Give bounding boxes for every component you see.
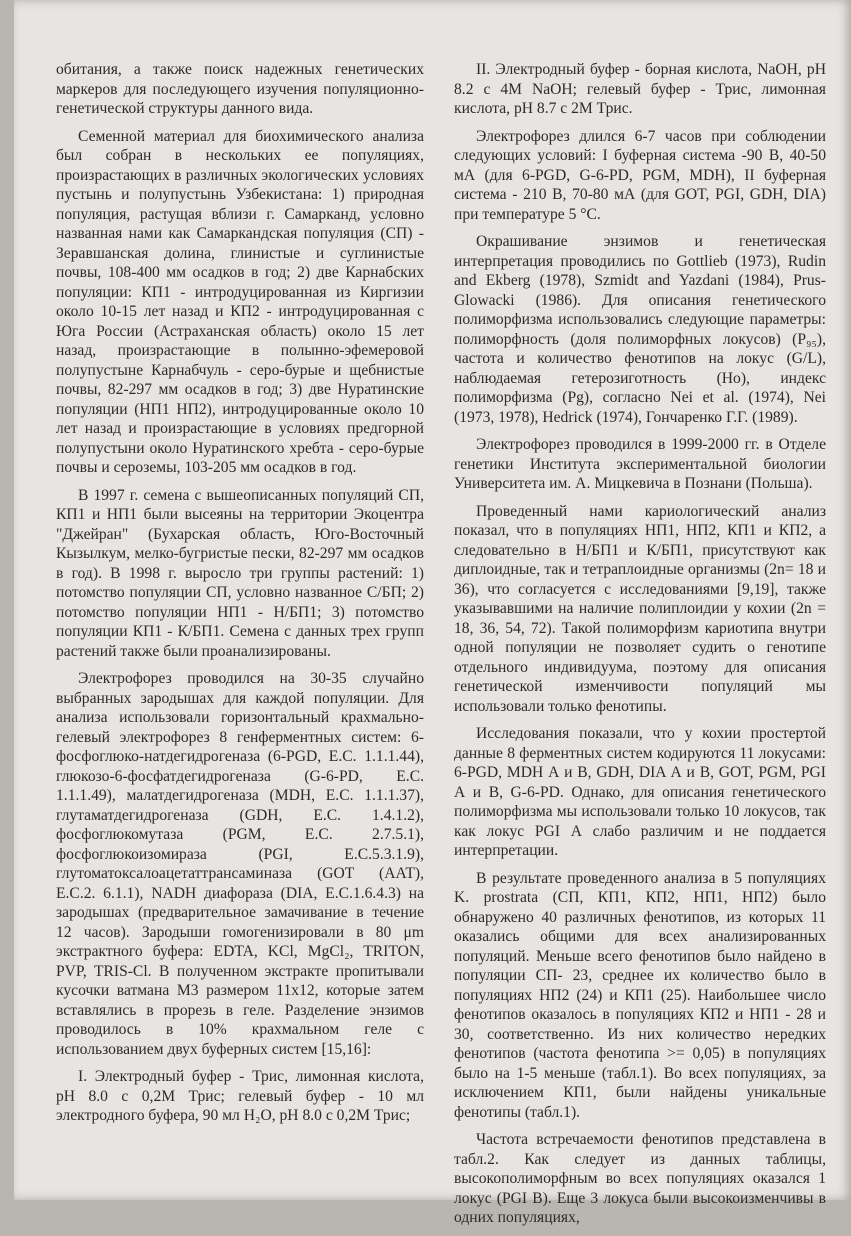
paragraph: Семенной материал для биохимического анализа был собран в нескольких ее популяциях, произрастающих в различных экологических условиях пустынь и полупустынь Узбекистана: 1) природная популяция, растущая вблизи г. Самарканд, условно названная нами как Самаркандская популяция (СП) - Зеравшанская долина, глинистые и суглинистые почвы, 108-400 мм осадков в год; 2) две Карнабских популяции: КП1 - интродуцированная из Киргизии около 10-15 лет назад и КП2 - интродуцированная с Юга России (Астраханская область) около 15 лет назад, произрастающие в полынно-эфемеровой полупустыне Карнабчуль - серо-бурые и щебнистые почвы, 82-297 мм осадков в год; 3) две Нуратинские популяции (НП1 НП2), интродуцированные около 10 лет назад и произрастающие в условиях предгорной полупустыни около Нуратинского хребта - серо-бурые почвы и сероземы, 103-205 мм осадков в год. (56, 127, 424, 476)
paragraph: В результате проведенного анализа в 5 популяциях K. prostrata (СП, КП1, КП2, НП1, НП2) было обнаружено 40 различных фенотипов, из которых 11 оказались общими для всех анализированных популяций. Меньше всего фенотипов было найдено в популяции СП- 23, среднее их количество было в популяциях НП2 (24) и КП1 (25). Наибольшее число фенотипов оказалось в популяциях КП2 и НП1 - 28 и 30, соответственно. Из них количество нередких фенотипов (частота фенотипа >= 0,05) в популяциях было на 1-5 меньше (табл.1). Во всех популяциях, за исключением КП1, были найдены уникальные фенотипы (табл.1). (454, 869, 826, 1121)
paragraph: Исследования показали, что у кохии простертой данные 8 ферментных систем кодируются 11 локусами: 6-PGD, MDH А и В, GDH, DIA А и В, GOT, PGM, PGI А и В, G-6-PD. Однако, для описания генетического полиморфизма мы использовали только 10 локусов, так как локус PGI А слабо различим и не поддается интерпретации. (454, 725, 826, 859)
paragraph: Проведенный нами кариологический анализ показал, что в популяциях НП1, НП2, КП1 и КП2, а следовательно в Н/БП1 и К/БП1, присутствуют как диплоидные, так и тетраплоидные организмы (2n= 18 и 36), что согласуется с исследованиями [9,19], также указывавшими на наличие полиплоидии у кохии (2n = 18, 36, 54, 72). Такой полиморфизм кариотипа внутри одной популяции не позволяет судить о генотипе отдельного индивидуума, поэтому для описания генетической изменчивости популяций мы использовали только фенотипы. (454, 502, 826, 715)
paragraph: Электрофорез длился 6-7 часов при соблюдении следующих условий: I буферная система -90 В, 40-50 мА (для 6-PGD, G-6-PD, PGM, MDH), II буферная система - 210 В, 70-80 мА (для GOT, PGI, GDH, DIA) при температуре 5 °С. (454, 127, 826, 223)
left-text-column (56, 60, 424, 1134)
paragraph: Частота встречаемости фенотипов представлена в табл.2. Как следует из данных таблицы, высокополиморфным во всех популяциях оказался 1 локус (PGI В). Еще 3 локуса были высокоизменчивы в одних популяциях, (454, 1131, 826, 1226)
paragraph: В 1997 г. семена с вышеописанных популяций СП, КП1 и НП1 были высеяны на территории Экоцентра "Джейран" (Бухарская область, Юго-Восточный Кызылкум, мелко-бугристые пески, 82-297 мм осадков в год). В 1998 г. выросло три группы растений: 1) потомство популяции СП, условно названное С/БП; 2) потомство популяции НП1 - Н/БП1; 3) потомство популяции КП1 - К/БП1. Семена с данных трех групп растений также были проанализированы. (56, 486, 424, 660)
paragraph: Окрашивание энзимов и генетическая интерпретация проводились по Gottlieb (1973), Rudin and Ekberg (1978), Szmidt and Yazdani (1984), Prus-Glowacki (1986). Для описания генетического полиморфизма использовались следующие параметры: полиморфность (доля полиморфных локусов) (P₉₅), частота и количество фенотипов на локус (G/L), наблюдаемая гетерозиготность (Ho), индекс полиморфизма (Pg), согласно Nei et al. (1974), Nei (1973, 1978), Hedrick (1974), Гончаренко Г.Г. (1989). (454, 233, 826, 426)
paragraph: II. Электродный буфер - борная кислота, NaOH, pH 8.2 с 4М NaOH; гелевый буфер - Трис, лимонная кислота, pH 8.7 с 2М Трис. (454, 61, 826, 117)
paragraph: Электрофорез проводился на 30-35 случайно выбранных зародышах для каждой популяции. Для анализа использовали горизонтальный крахмально-гелевый электрофорез 8 генферментных систем: 6-фосфоглюко-натдегидрогеназа (6-PGD, Е.С. 1.1.1.44), глюкозо-6-фосфатдегидрогеназа (G-6-PD, Е.С. 1.1.1.49), малатдегидрогеназа (MDH, Е.С. 1.1.1.37), глутаматдегидрогеназа (GDH, Е.С. 1.4.1.2), фосфоглюкомутаза (PGM, Е.С. 2.7.5.1), фосфоглюкоизомираза (PGI, Е.С.5.3.1.9), глутоматоксалоацетаттрансаминаза (GOT (ААТ), Е.С.2. 6.1.1), NADH диафораза (DIA, Е.С.1.6.4.3) на зародышах (предварительное замачивание в течение 12 часов). Зародыши гомогенизировали в 80 μm экстрактного буфера: EDTA, KCl, MgCl₂, TRITON, PVP, TRIS-Cl. В полученном экстракте пропитывали кусочки ватмана М3 размером 11х12, которые затем вставлялись в прорезь в геле. Разделение энзимов проводилось в 10% крахмальном геле с использованием двух буферных систем [15,16]: (56, 670, 424, 1058)
right-text-column (454, 60, 826, 1236)
paragraph: I. Электродный буфер - Трис, лимонная кислота, pH 8.0 с 0,2М Трис; гелевый буфер - 10 мл электродного буфера, 90 мл H₂O, pH 8.0 с 0,2М Трис; (56, 1068, 424, 1124)
paragraph: Электрофорез проводился в 1999-2000 гг. в Отделе генетики Института экспериментальной биологии Университета им. А. Мицкевича в Познани (Польша). (454, 436, 826, 492)
paragraph: обитания, а также поиск надежных генетических маркеров для последующего изучения популяционно-генетической структуры данного вида. (56, 61, 424, 117)
document-page (14, 0, 851, 1226)
